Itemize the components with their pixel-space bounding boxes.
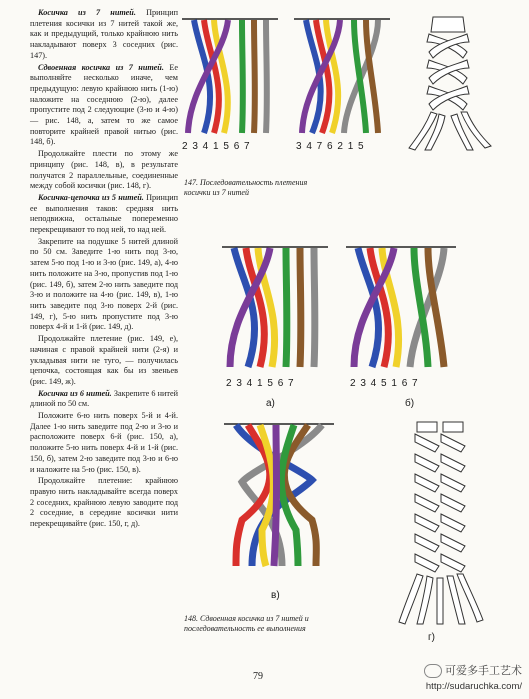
watermark-url: http://sudaruchka.com/ bbox=[425, 681, 522, 693]
paragraph-body: Ее выполняйте несколько иначе, чем предыдущую: левую крайнюю нить (1-ю) наложите на соседнюю (2-ю), далее пропустите под 2 следующие (3-ю и 4-ю) — рис. 148, а, затем то же самое повторите крайней правой нитью (рис. 148, б). bbox=[30, 62, 178, 147]
paragraph-2 bbox=[30, 63, 178, 149]
figure-148-caption: 148. Сдвоенная косичка из 7 нитей и последовательность ее выполнения bbox=[184, 614, 309, 633]
figure-147-step-a bbox=[180, 15, 280, 140]
figure-148-step-c bbox=[222, 420, 337, 570]
figure-148-step-a bbox=[220, 243, 330, 373]
figure-148-label-c: в) bbox=[271, 590, 280, 601]
figure-148-finished-braid bbox=[395, 418, 485, 628]
paragraph-title: Косичка из 7 нитей. bbox=[38, 8, 136, 17]
figure-148-label-d: г) bbox=[428, 632, 435, 643]
paragraph-8 bbox=[30, 411, 178, 475]
paragraph-title: Косичка из 6 нитей. bbox=[38, 388, 112, 398]
figure-147-step-b bbox=[292, 15, 392, 140]
paragraph-9 bbox=[30, 476, 178, 530]
paragraph-body: Продолжайте плетение: крайнюю правую нить накладывайте всегда поверх 2 соседних, крайнюю левую заводите под 2 соседние, в середине косички нити перекрещивайте (рис. 150, г, д). bbox=[30, 476, 178, 529]
paragraph-body: Положите 6-ю нить поверх 5-й и 4-й. Далее 1-ю нить заведите под 2-ю и 3-ю и расположите поверх 6-й (рис. 150, а), положите 5-ю нить поверх 4-й и 1-й (рис. 150, б), затем 2-ю заведите под 3-ю и 6-ю и наложите на 5-ю (рис. 150, в). bbox=[30, 411, 178, 474]
paragraph-body: Принцип плетения косички из 7 нитей такой же, как и предыдущий, только крайнюю нить накладывают поверх 3 соседних (рис. 147). bbox=[30, 8, 179, 60]
strand-numbers-148b: 2 3 4 5 1 6 7 bbox=[350, 378, 419, 389]
figure-147-caption: 147. Последовательность плетения косички из 7 нитей bbox=[184, 178, 308, 197]
paragraph-6 bbox=[30, 334, 178, 388]
figure-148-label-a: а) bbox=[266, 398, 275, 409]
paragraph-title: Косичка-цепочка из 5 нитей. bbox=[38, 192, 144, 202]
paragraph-body: Закрепите на подушке 5 нитей длиной по 50 см. Заведите 1-ю нить под 3-ю, затем 5-ю под 1-ю и 3-ю (рис. 149, а), 4-ю нить положите на 3-ю, пропустив под 1-ю (рис. 149, б), затем 2-ю нить заведите под 3-ю и положите на 4-ю (рис. 149, в), 1-ю нить заведите под 3-ю поверх 2-й (рис. 149, г), 5-ю нить пропустите под 3-ю поверх 4-й и 1-й (рис. 149, д). bbox=[30, 236, 178, 332]
paragraph-title: Сдвоенная косичка из 7 нитей. bbox=[38, 62, 164, 72]
figure-148-step-b bbox=[344, 243, 459, 373]
paragraph-4 bbox=[30, 193, 178, 236]
page-number: 79 bbox=[253, 671, 263, 682]
watermark-name: 可爱多手工艺术 bbox=[445, 665, 522, 677]
strand-numbers-148a: 2 3 4 1 5 6 7 bbox=[226, 378, 295, 389]
strand-numbers-147b: 3 4 7 6 2 1 5 bbox=[296, 141, 365, 152]
paragraph-3 bbox=[30, 149, 178, 192]
paragraph-1 bbox=[30, 8, 178, 62]
paragraph-7 bbox=[30, 389, 178, 410]
wechat-icon bbox=[424, 664, 442, 678]
strand-numbers-147a: 2 3 4 1 5 6 7 bbox=[182, 141, 251, 152]
watermark bbox=[362, 662, 522, 696]
paragraph-body: Принцип ее выполнения таков: средняя нить неподвижна, остальные попеременно перекрещивают то под ней, то над ней. bbox=[30, 192, 179, 235]
figure-148-label-b: б) bbox=[405, 398, 415, 409]
figure-147-finished-braid bbox=[403, 12, 493, 152]
watermark-title bbox=[362, 662, 522, 678]
article-text bbox=[30, 8, 178, 531]
paragraph-body: Закрепите 6 нитей длиной по 50 см. bbox=[30, 388, 179, 409]
paragraph-body: Продолжайте плести по этому же принципу (рис. 148, в), в результате получатся 2 параллельные, соединенные между собой косички (рис. 148, г). bbox=[30, 149, 178, 191]
paragraph-body: Продолжайте плетение (рис. 149, е), начиная с правой крайней нити (2-я) и укладывая нити не тугo, — получилась цепочка, состоящая как бы из звеньев (рис. 149, ж). bbox=[30, 334, 178, 386]
paragraph-5 bbox=[30, 237, 178, 333]
